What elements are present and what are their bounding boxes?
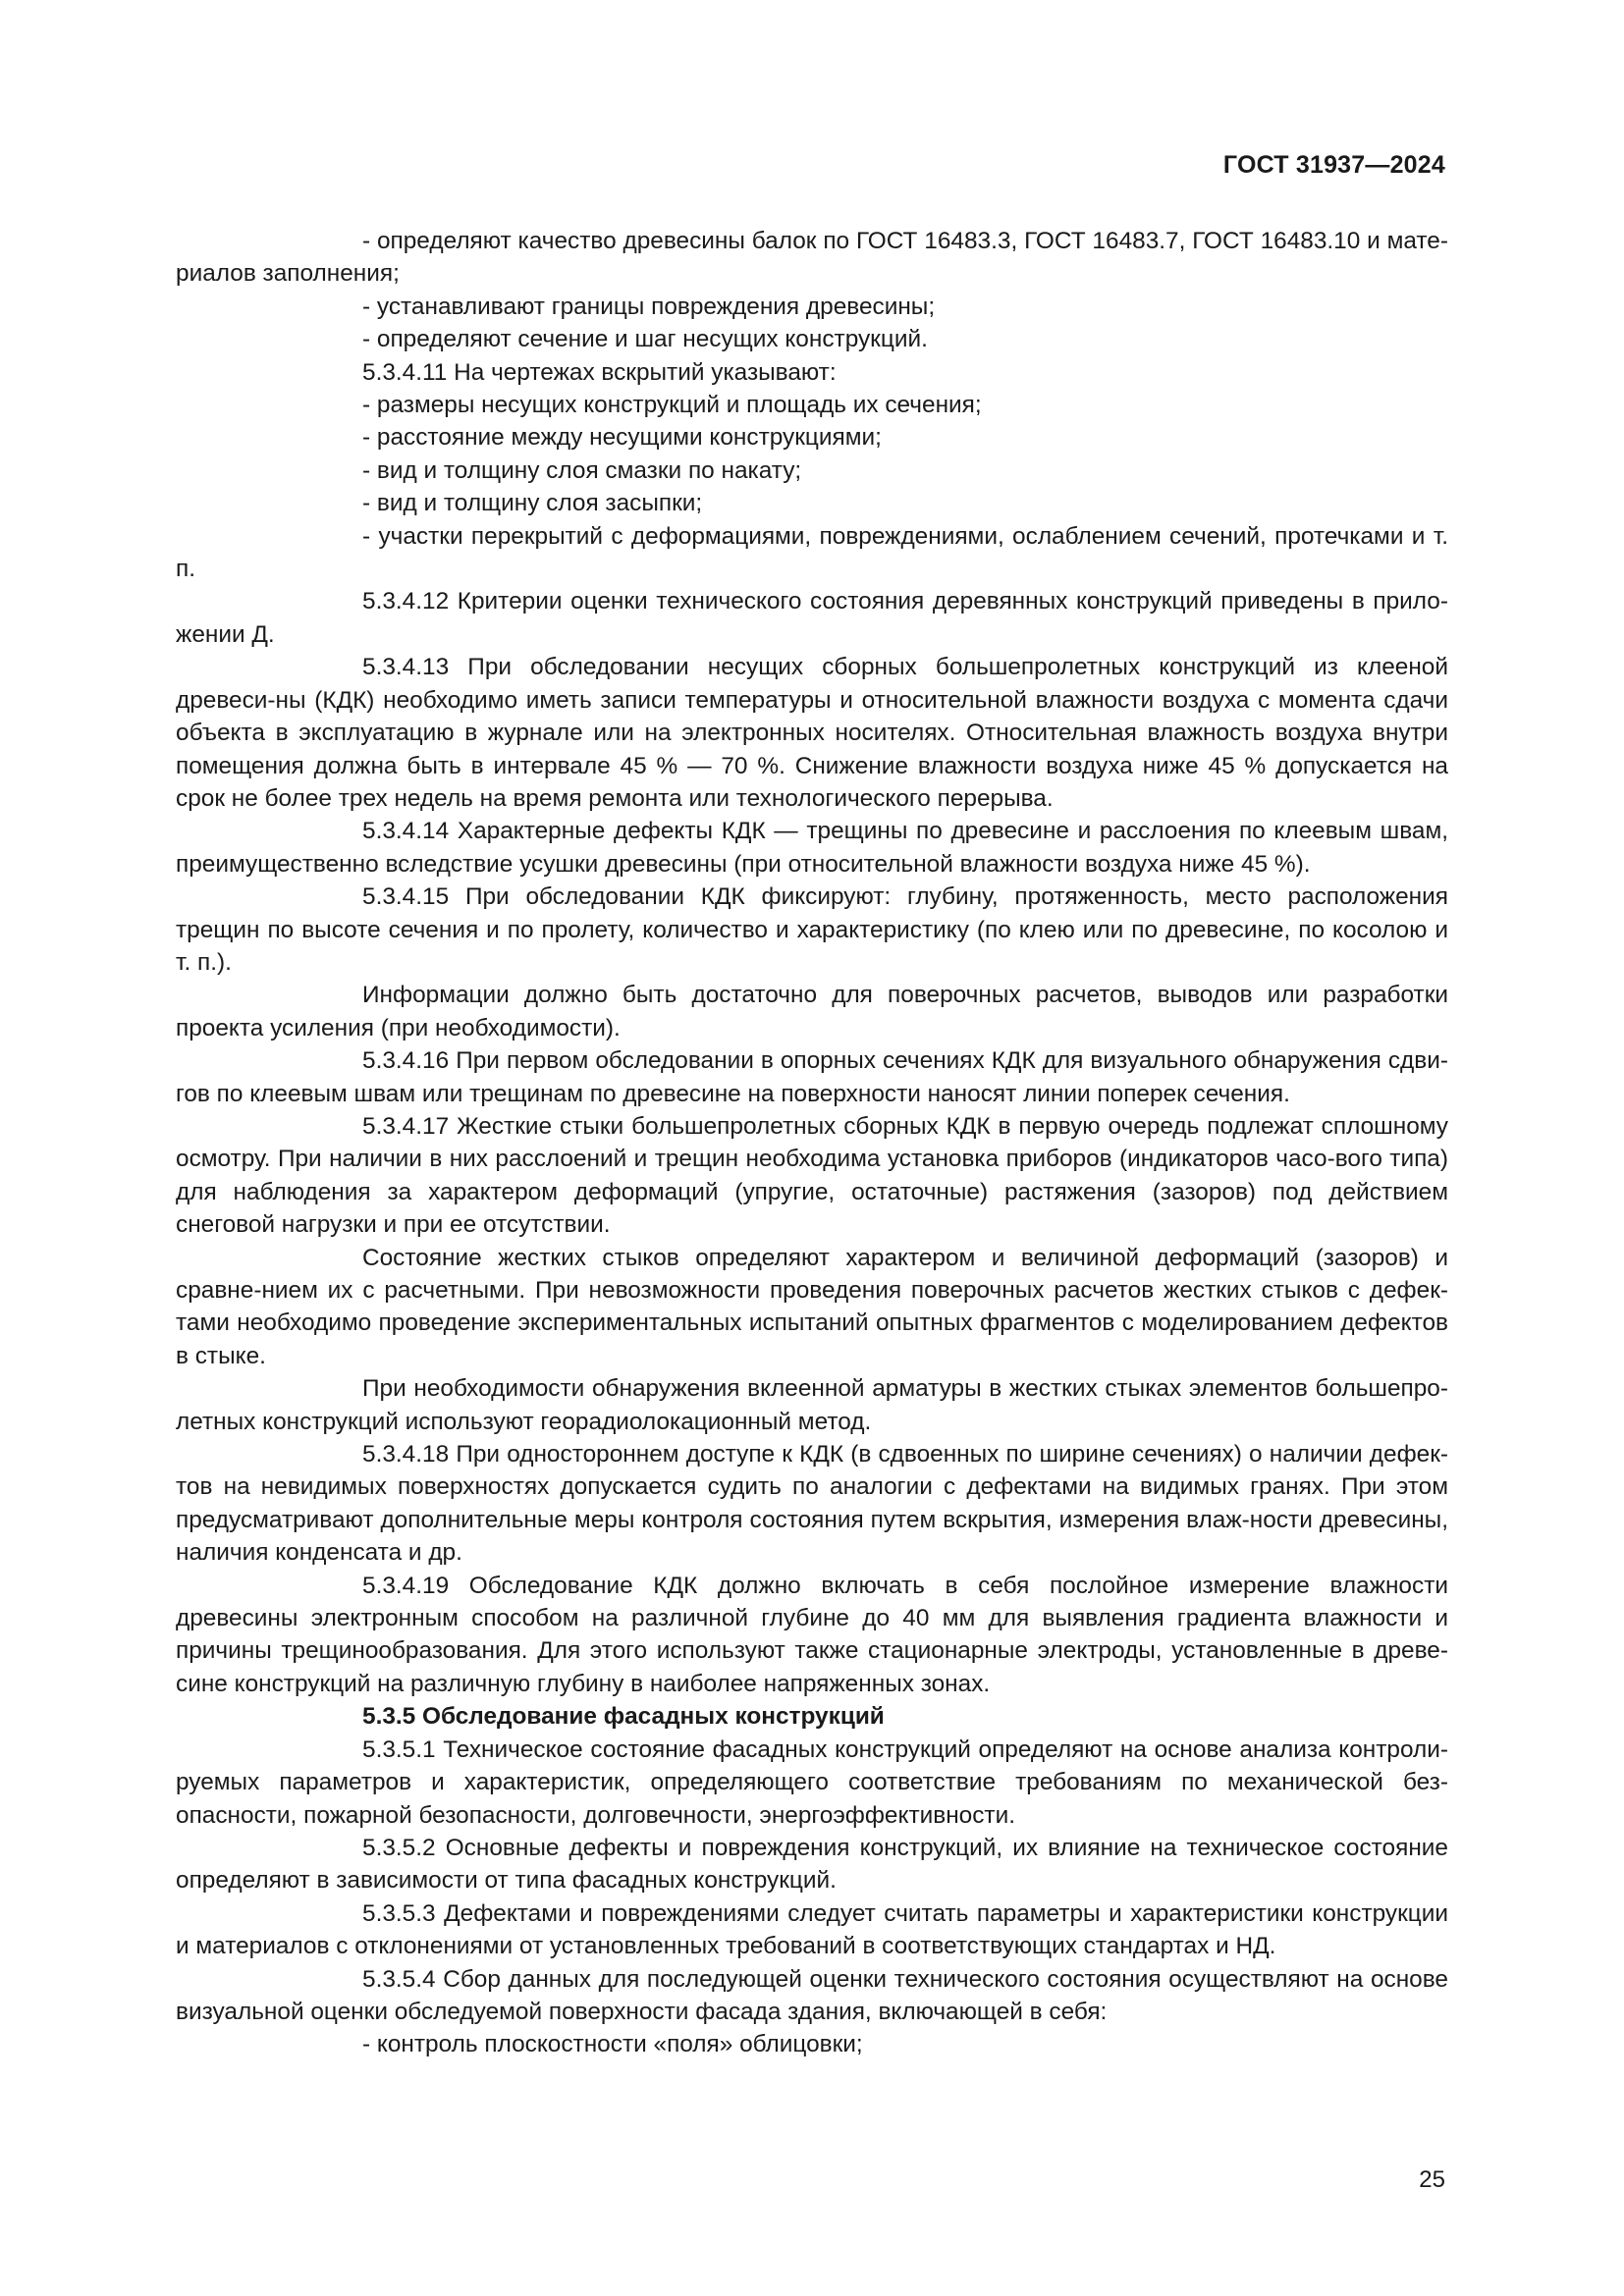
paragraph: 5.3.5.1 Техническое состояние фасадных конструкций определяют на основе анализа контроли-руемых параметров и характеристик, определяющего соответствие требованиям по механической без-опасности, пожарной безопасности, долговечности, энергоэффективности. [176,1735,1448,1829]
paragraph: 5.3.4.13 При обследовании несущих сборных большепролетных конструкций из клееной древеси-ны (КДК) необходимо иметь записи температуры и относительной влажности воздуха с момента сдачи объекта в эксплуатацию в журнале или на электронных носителях. Относительная влажность воздуха внутри помещения должна быть в интервале 45 % — 70 %. Снижение влажности воздуха ниже 45 % допускается на срок не более трех недель на время ремонта или технологического перерыва. [176,654,1448,812]
list-item: - расстояние между несущими конструкциями; [362,424,882,452]
paragraph: 5.3.5.4 Сбор данных для последующей оценки технического состояния осуществляют на основе визуальной оценки обследуемой поверхности фасада здания, включающей в себя: [176,1965,1448,2025]
paragraph: 5.3.4.16 При первом обследовании в опорных сечениях КДК для визуального обнаружения сдви-гов по клеевым швам или трещинам по древесине на поверхности наносят линии поперек сечения. [176,1047,1448,1107]
section-heading: 5.3.5 Обследование фасадных конструкций [362,1703,885,1731]
list-item: - участки перекрытий с деформациями, повреждениями, ослаблением сечений, протечками и т. п. [176,522,1448,583]
paragraph: 5.3.4.11 На чертежах вскрытий указывают: [362,358,837,386]
list-item: - контроль плоскостности «поля» облицовки; [362,2031,863,2058]
paragraph: При необходимости обнаружения вклеенной арматуры в жестких стыках элементов большепро-летных конструкций используют георадиолокационный метод. [176,1375,1448,1435]
list-item: - вид и толщину слоя смазки по накату; [362,456,802,484]
paragraph: Состояние жестких стыков определяют характером и величиной деформаций (зазоров) и сравне-нием их с расчетными. При невозможности проведения поверочных расчетов жестких стыков с дефек-тами необходимо проведение экспериментальных испытаний опытных фрагментов с моделированием дефектов в стыке. [176,1244,1448,1369]
list-item: - размеры несущих конструкций и площадь их сечения; [362,392,982,419]
list-item: - определяют сечение и шаг несущих конструкций. [362,326,928,353]
paragraph: 5.3.4.14 Характерные дефекты КДК — трещины по древесине и расслоения по клеевым швам, преимущественно вследствие усушки древесины (при относительной влажности воздуха ниже 45 %). [176,818,1448,878]
list-item: - устанавливают границы повреждения древесины; [362,293,936,320]
paragraph: 5.3.5.3 Дефектами и повреждениями следует считать параметры и характеристики конструкции и материалов с отклонениями от установленных требований в соответствующих стандартах и НД. [176,1899,1448,1960]
document-body [176,225,1448,2061]
paragraph: 5.3.4.17 Жесткие стыки большепролетных сборных КДК в первую очередь подлежат сплошному осмотру. При наличии в них расслоений и трещин необходима установка приборов (индикаторов часо-вого типа) для наблюдения за характером деформаций (упругие, остаточные) растяжения (зазоров) под действием снеговой нагрузки и при ее отсутствии. [176,1112,1448,1239]
list-item: - определяют качество древесины балок по ГОСТ 16483.3, ГОСТ 16483.7, ГОСТ 16483.10 и мате-риалов заполнения; [176,228,1448,288]
list-item: - вид и толщину слоя засыпки; [362,490,703,517]
paragraph: 5.3.4.12 Критерии оценки технического состояния деревянных конструкций приведены в прило-жении Д. [176,588,1448,648]
page-number: 25 [1419,2166,1445,2193]
paragraph: 5.3.4.19 Обследование КДК должно включать в себя послойное измерение влажности древесины электронным способом на различной глубине до 40 мм для выявления градиента влажности и причины трещинообразования. Для этого используют также стационарные электроды, установленные в древе-сине конструкций на различную глубину в наиболее напряженных зонах. [176,1572,1448,1697]
paragraph: Информации должно быть достаточно для поверочных расчетов, выводов или разработки проекта усиления (при необходимости). [176,982,1448,1041]
document-code: ГОСТ 31937—2024 [1222,151,1445,179]
paragraph: 5.3.4.15 При обследовании КДК фиксируют: глубину, протяженность, место расположения трещин по высоте сечения и по пролету, количество и характеристику (по клею или по древесине, по косолою и т. п.). [176,883,1448,976]
paragraph: 5.3.4.18 При одностороннем доступе к КДК (в сдвоенных по ширине сечениях) о наличии дефек-тов на невидимых поверхностях допускается судить по аналогии с дефектами на видимых гранях. При этом предусматривают дополнительные меры контроля состояния путем вскрытия, измерения влаж-ности древесины, наличия конденсата и др. [176,1441,1448,1567]
paragraph: 5.3.5.2 Основные дефекты и повреждения конструкций, их влияние на техническое состояние определяют в зависимости от типа фасадных конструкций. [176,1834,1448,1895]
